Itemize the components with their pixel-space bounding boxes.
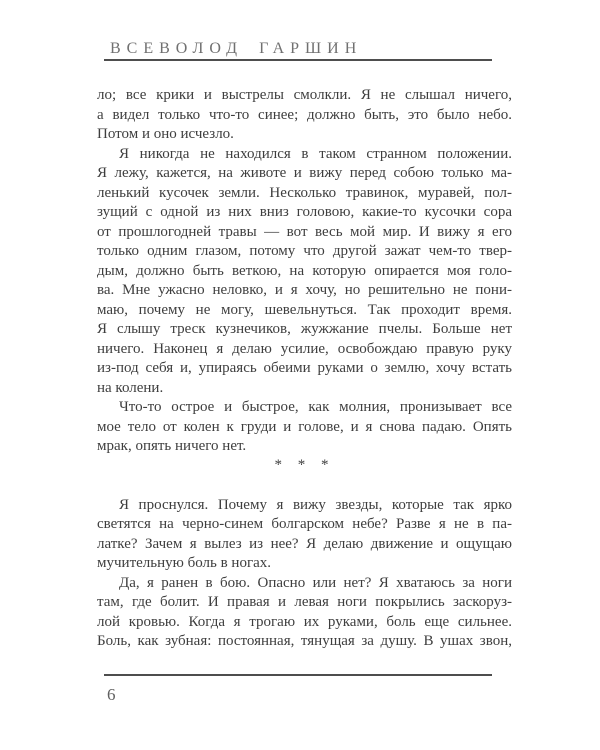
header-rule [104, 59, 492, 61]
text-line: Я никогда не находился в таком странном положении. [119, 145, 512, 162]
paragraph [97, 398, 512, 457]
paragraph [97, 574, 512, 652]
paragraph [97, 145, 512, 399]
text-line: Я лежу, кажется, на животе и вижу перед собою только ма- [97, 165, 512, 181]
text-line: мрак, опять ничего нет. [97, 438, 247, 454]
section-break: * * * [274, 456, 335, 473]
text-line: маю, почему не могу, шевельнуться. Так проходит время. [97, 301, 512, 318]
text-line: на колени. [97, 379, 164, 396]
text-line: дым, должно быть веткою, на которую опирается моя голо- [97, 262, 512, 279]
text-line: Что-то острое и быстрое, как молния, пронизывает все [119, 399, 512, 415]
text-line: из-под себя и, упираясь обеими руками о землю, хочу встать [97, 360, 512, 376]
paragraph [97, 86, 512, 145]
footer-rule [104, 674, 492, 676]
text-line: мучительную боль в ногах. [97, 555, 272, 571]
body-text [97, 86, 512, 652]
running-header-author: ВСЕВОЛОД ГАРШИН [110, 40, 363, 57]
text-line: лой кровью. Когда я трогаю их руками, боль еще сильнее. [97, 613, 512, 630]
text-line: зущий с одной из них вниз головою, какие-то кусочки сора [97, 204, 512, 220]
text-line: светятся на черно-синем болгарском небе? Разве я не в па- [97, 516, 512, 532]
text-line: Да, я ранен в бою. Опасно или нет? Я хватаюсь за ноги [119, 574, 512, 591]
text-line: ничего. Наконец я делаю усилие, освобождаю правую руку [97, 340, 512, 357]
text-line: ло; все крики и выстрелы смолкли. Я не слышал ничего, [97, 87, 512, 103]
text-line: Боль, как зубная: постоянная, тянущая за душу. В ушах звон, [97, 633, 512, 649]
page-number: 6 [107, 685, 116, 704]
text-line: ва. Мне ужасно неловко, и я хочу, но решительно не пони- [97, 282, 512, 298]
text-line: мое тело от колен к груди и голове, и я снова падаю. Опять [97, 418, 512, 435]
text-line: Я проснулся. Почему я вижу звезды, которые так ярко [119, 496, 512, 513]
text-line: Я слышу треск кузнечиков, жужжание пчелы. Больше нет [97, 321, 512, 337]
text-line: там, где болит. И правая и левая ноги покрылись заскоруз- [97, 594, 512, 610]
text-line: а видел только что-то синее; должно быть, это было небо. [97, 106, 512, 123]
text-line: только одним глазом, потому что другой зажат чем-то твер- [97, 243, 512, 259]
paragraph [97, 496, 512, 574]
text-line: Потом и оно исчезло. [97, 126, 234, 142]
text-line: от прошлогодней травы — вот весь мой мир. И вижу я его [97, 223, 512, 240]
text-line: ленький кусочек земли. Несколько травинок, муравей, пол- [97, 184, 512, 201]
text-line: латке? Зачем я вылез из нее? Я делаю движение и ощущаю [97, 535, 512, 552]
